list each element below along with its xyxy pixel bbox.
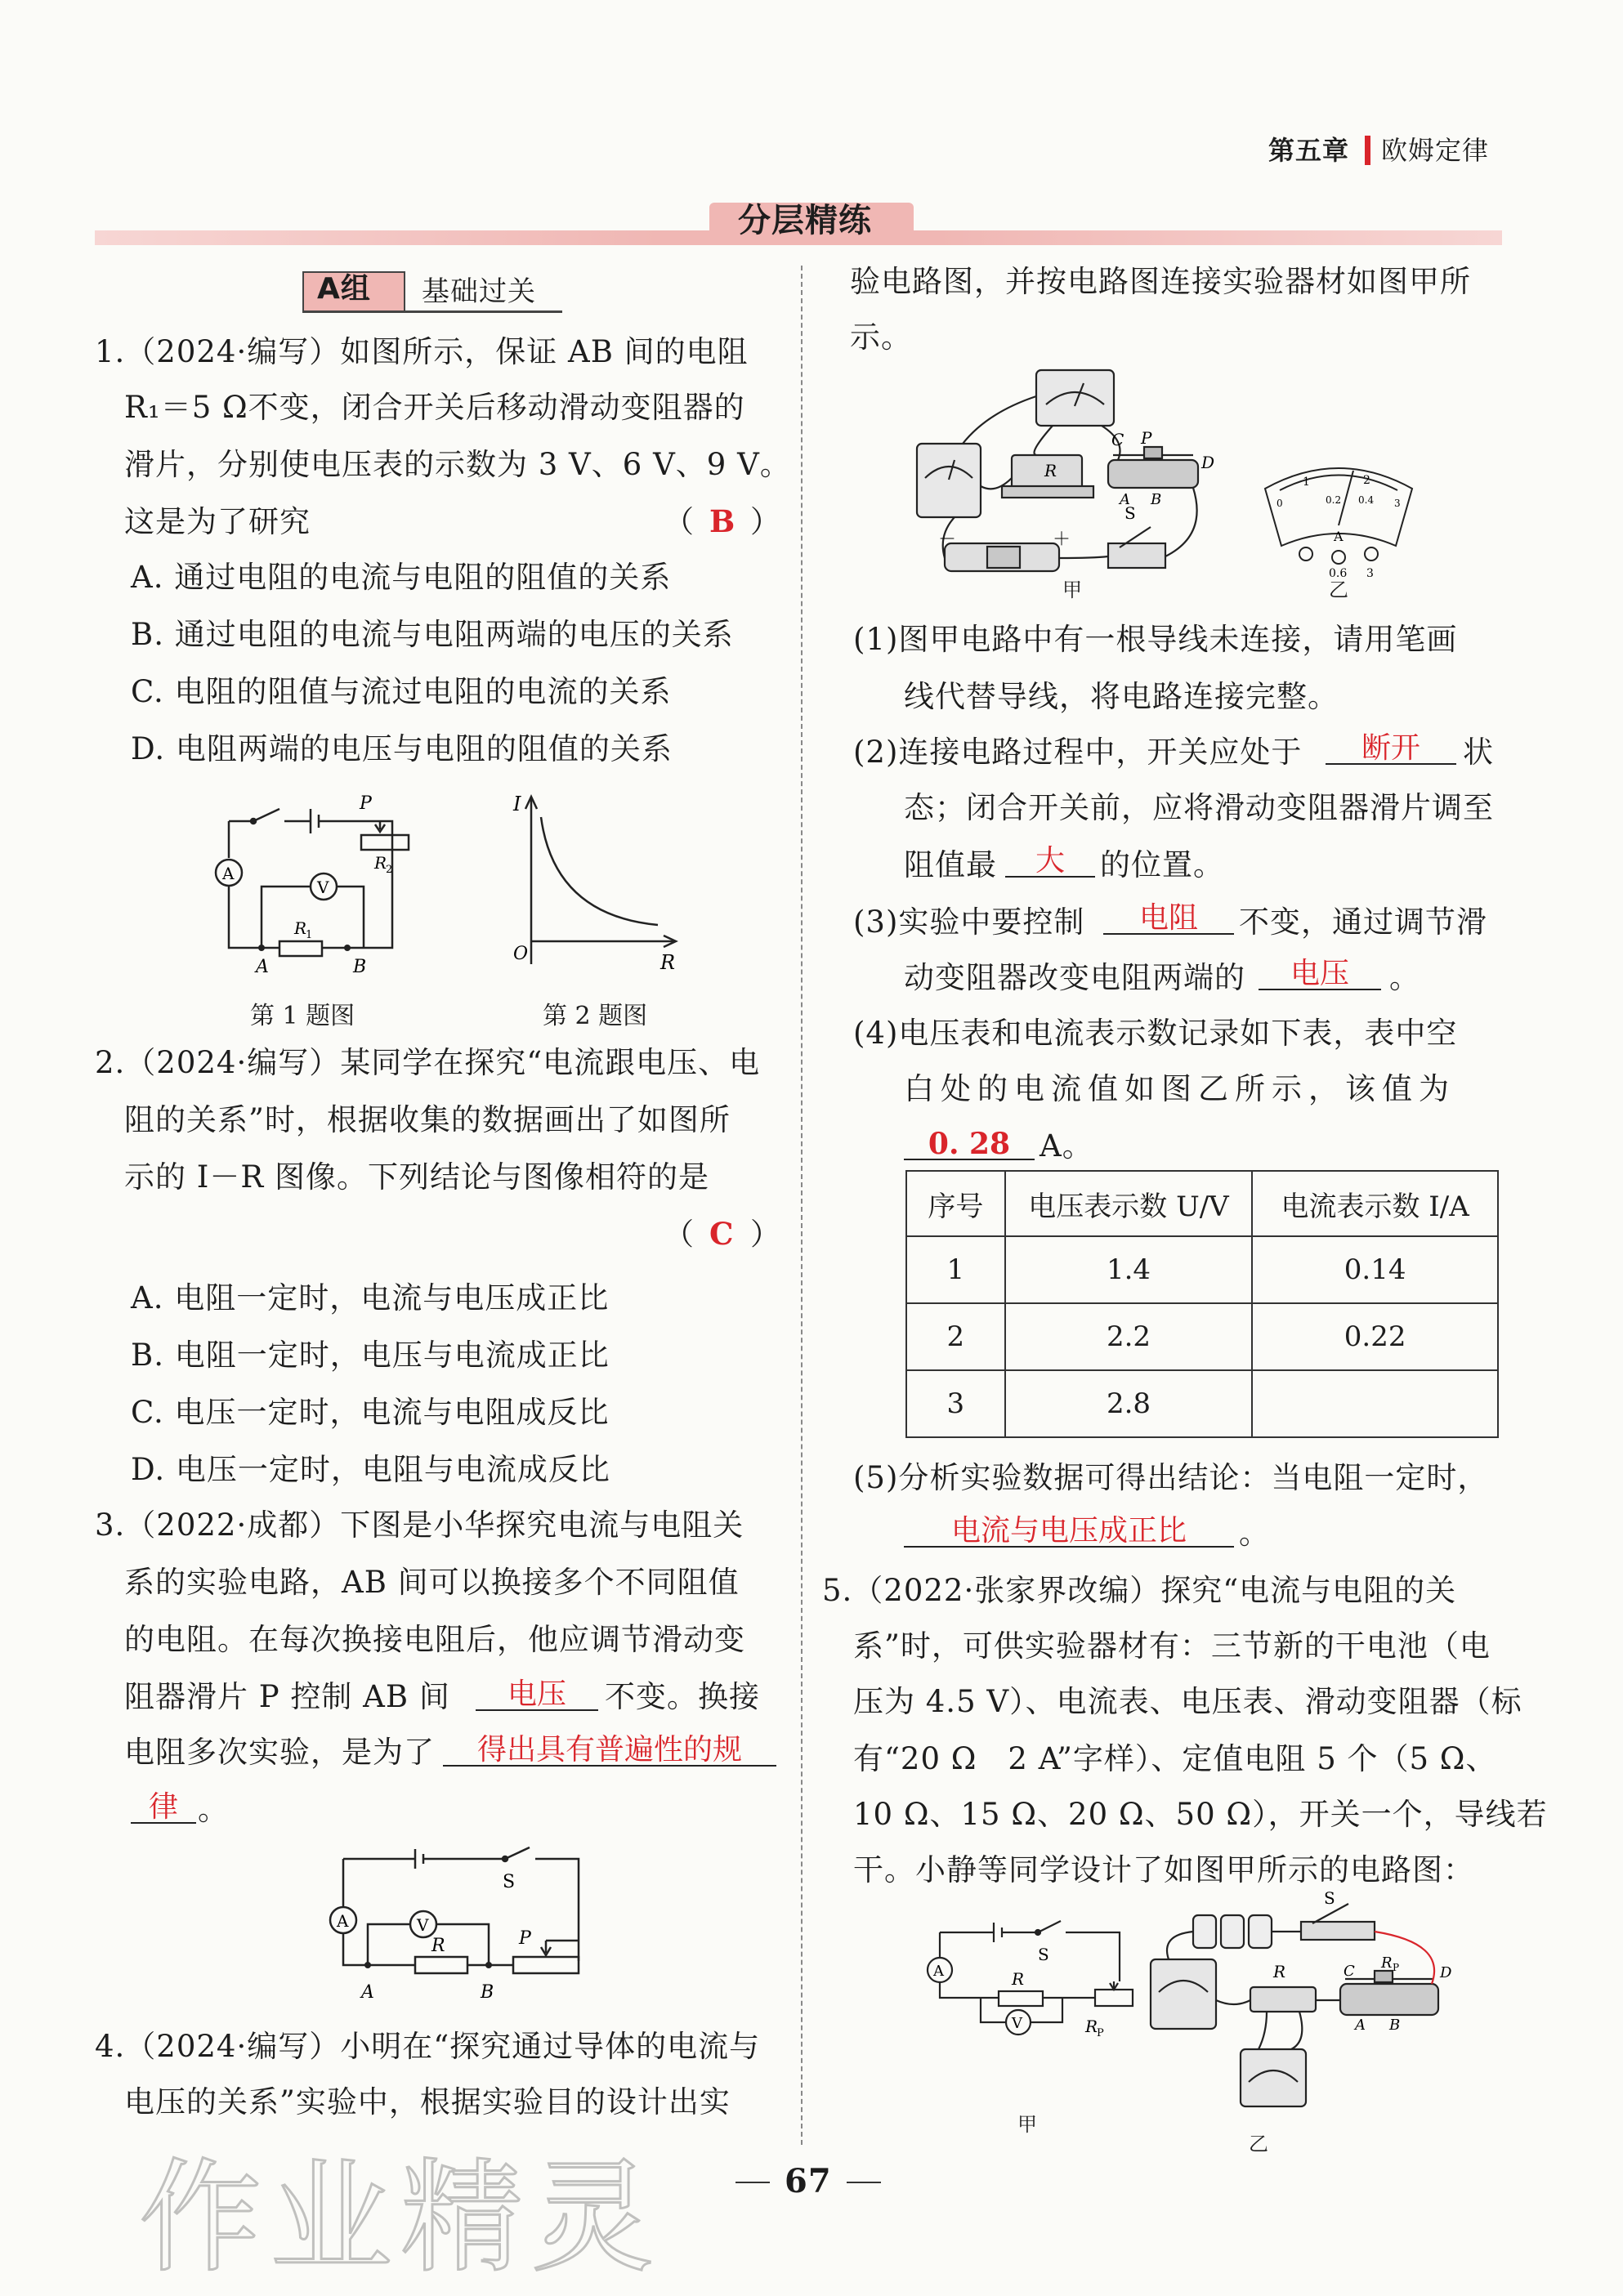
svg-text:2: 2 — [386, 864, 393, 876]
q4-part2-line3: 阻值最 — [904, 847, 997, 882]
footer-dash-left — [735, 2182, 770, 2183]
table-row — [906, 1236, 1498, 1303]
q4-line3: 验电路图，并按电路图连接实验器材如图甲所 — [850, 264, 1471, 299]
q4-apparatus-figure-a — [905, 364, 1224, 588]
q4-part2-blank2: 大 — [1005, 846, 1095, 878]
svg-text:R: R — [1044, 461, 1057, 480]
q2-option-b: B. 电阻一定时，电压与电流成正比 — [131, 1338, 610, 1373]
svg-text:R: R — [431, 1936, 445, 1956]
svg-text:C: C — [1111, 430, 1124, 449]
q1-line1: 1.（2024·编写）如图所示，保证 AB 间的电阻 — [95, 334, 749, 369]
q4-part3-line2-end: 。 — [1389, 960, 1420, 995]
svg-text:P: P — [1141, 428, 1152, 448]
footer-dash-right — [847, 2182, 881, 2183]
group-title: 基础过关 — [422, 275, 536, 308]
svg-text:R: R — [374, 853, 387, 873]
q4-line2: 电压的关系”实验中，根据实验目的设计出实 — [124, 2084, 731, 2120]
table-header-cell: 序号 — [906, 1171, 1005, 1236]
table-cell: 2 — [906, 1303, 1005, 1370]
svg-text:B: B — [1151, 491, 1162, 508]
table-header-cell: 电流表示数 I/A — [1252, 1171, 1498, 1236]
q4-figure-b-label: 乙 — [1329, 578, 1348, 601]
svg-text:3: 3 — [1394, 498, 1401, 509]
svg-text:B: B — [481, 1982, 494, 2003]
q2-option-a: A. 电阻一定时，电流与电压成正比 — [131, 1280, 610, 1316]
table-row — [906, 1303, 1498, 1370]
column-divider — [801, 266, 803, 2145]
table-header-cell: 电压表示数 U/V — [1005, 1171, 1253, 1236]
q3-blank2-part1: 得出具有普遍性的规 — [443, 1735, 776, 1767]
q4-part3-line2: 动变阻器改变电阻两端的 — [904, 960, 1245, 995]
q5-line1: 5.（2022·张家界改编）探究“电流与电阻的关 — [822, 1573, 1457, 1608]
svg-text:A: A — [256, 957, 269, 977]
q1-paren-left: （ — [664, 504, 695, 539]
svg-text:R: R — [1085, 2017, 1098, 2036]
q4-line1: 4.（2024·编写）小明在“探究通过导体的电流与 — [95, 2029, 761, 2064]
q3-line1: 3.（2022·成都）下图是小华探究电流与电阻关 — [95, 1508, 744, 1543]
q3-line6-end: 。 — [198, 1792, 229, 1827]
q1-option-a: A. 通过电阻的电流与电阻的阻值的关系 — [131, 560, 672, 595]
q2-i-r-graph — [507, 784, 686, 980]
q4-data-table — [905, 1170, 1499, 1438]
svg-text:P: P — [1393, 1962, 1400, 1973]
svg-text:I: I — [513, 793, 521, 815]
q2-answer: C — [709, 1216, 735, 1252]
q3-line4b: 不变。换接 — [605, 1679, 760, 1714]
svg-text:B: B — [1389, 2017, 1401, 2034]
svg-text:A: A — [1334, 529, 1344, 544]
q3-blank1: 电压 — [476, 1680, 598, 1711]
table-cell: 2.8 — [1005, 1370, 1253, 1437]
watermark-text: 作业精灵 — [139, 2147, 663, 2289]
svg-text:A: A — [933, 1963, 944, 1980]
q1-answer: B — [709, 503, 736, 539]
q4-part3-blank2: 电压 — [1259, 959, 1381, 990]
q1-circuit-diagram — [188, 784, 441, 980]
svg-text:0.4: 0.4 — [1358, 494, 1375, 506]
table-cell: 1 — [906, 1236, 1005, 1303]
q2-option-d: D. 电压一定时，电阻与电流成反比 — [131, 1452, 610, 1487]
q4-part4-line1: (4)电压表和电流表示数记录如下表，表中空 — [853, 1016, 1458, 1051]
table-cell: 2.2 — [1005, 1303, 1253, 1370]
q2-line3: 示的 I－R 图像。下列结论与图像相符的是 — [124, 1159, 709, 1195]
svg-text:R: R — [660, 951, 676, 974]
section-banner-title: 分层精练 — [738, 202, 872, 239]
q1-line2: R₁＝5 Ω不变，闭合开关后移动滑动变阻器的 — [124, 390, 745, 425]
q4-part5-blank: 电流与电压成正比 — [904, 1517, 1234, 1548]
svg-text:R: R — [294, 918, 307, 938]
q5-line4: 有“20 Ω 2 A”字样）、定值电阻 5 个（5 Ω、 — [853, 1741, 1497, 1776]
q5-apparatus-diagram-b — [1144, 1886, 1455, 2123]
q4-part1-line2: 线代替导线，将电路连接完整。 — [904, 679, 1339, 714]
q3-blank2-part2: 律 — [131, 1793, 196, 1824]
chapter-label: 第五章 — [1268, 135, 1350, 166]
q4-figure-a-label: 甲 — [1062, 578, 1082, 601]
q2-paren-left: （ — [664, 1217, 695, 1252]
svg-text:3: 3 — [1366, 567, 1374, 578]
table-header-row — [906, 1171, 1498, 1236]
page-number: 67 — [785, 2162, 832, 2200]
q2-paren-right: ） — [750, 1217, 781, 1252]
table-cell: 3 — [906, 1370, 1005, 1437]
table-cell — [1252, 1370, 1498, 1437]
q3-line3: 的电阻。在每次换接电阻后，他应调节滑动变 — [124, 1622, 745, 1657]
q4-part4-line3-end: A。 — [1040, 1128, 1093, 1164]
q4-part1-line1: (1)图甲电路中有一根导线未连接，请用笔画 — [853, 622, 1458, 657]
q4-part2-line3-end: 的位置。 — [1100, 847, 1224, 882]
svg-text:1: 1 — [1303, 476, 1310, 489]
svg-text:1: 1 — [306, 929, 313, 941]
svg-text:0.2: 0.2 — [1326, 494, 1342, 506]
q2-line1: 2.（2024·编写）某同学在探究“电流跟电压、电 — [95, 1045, 761, 1080]
svg-text:V: V — [317, 878, 329, 897]
table-cell: 0.22 — [1252, 1303, 1498, 1370]
svg-text:D: D — [1201, 453, 1215, 472]
svg-text:0: 0 — [1276, 498, 1283, 509]
q5-circuit-diagram-a — [923, 1916, 1136, 2063]
svg-text:R: R — [1273, 1962, 1286, 1981]
q2-option-c: C. 电压一定时，电流与电阻成反比 — [131, 1395, 610, 1430]
svg-text:P: P — [519, 1928, 531, 1949]
svg-text:A: A — [361, 1982, 374, 2003]
q4-part2-line1-end: 状 — [1463, 735, 1494, 770]
q4-part5-line1: (5)分析实验数据可得出结论：当电阻一定时， — [853, 1460, 1489, 1495]
q1-option-d: D. 电阻两端的电压与电阻的阻值的关系 — [131, 731, 673, 766]
svg-text:＋: ＋ — [1053, 529, 1071, 550]
svg-text:S: S — [1124, 503, 1136, 523]
q5-line3: 压为 4.5 V）、电流表、电压表、滑动变阻器（标 — [853, 1684, 1522, 1719]
q5-line2: 系”时，可供实验器材有：三节新的干电池（电 — [853, 1628, 1491, 1664]
svg-text:C: C — [1344, 1963, 1355, 1980]
q3-line2: 系的实验电路，AB 间可以换接多个不同阻值 — [124, 1565, 740, 1600]
svg-text:V: V — [1012, 2015, 1022, 2032]
svg-text:B: B — [353, 957, 367, 977]
svg-text:A: A — [337, 1911, 349, 1931]
q3-line4a: 阻器滑片 P 控制 AB 间 — [124, 1679, 450, 1714]
q4-ammeter-dial-figure-b — [1257, 456, 1420, 578]
svg-text:A: A — [1120, 491, 1130, 508]
q3-circuit-diagram — [319, 1843, 597, 2018]
table-cell: 1.4 — [1005, 1236, 1253, 1303]
svg-text:A: A — [1355, 2017, 1366, 2034]
svg-text:－: － — [938, 529, 957, 550]
q4-part4-blank: 0. 28 — [904, 1129, 1035, 1160]
q1-line3: 滑片，分别使电压表的示数为 3 V、6 V、9 V。 — [124, 447, 791, 482]
table-row — [906, 1370, 1498, 1437]
q5-figure-a-label: 甲 — [1017, 2113, 1037, 2136]
q4-part2-line1: (2)连接电路过程中，开关应处于 — [853, 735, 1303, 770]
chapter-title: 欧姆定律 — [1381, 135, 1490, 166]
q4-part2-blank1: 断开 — [1326, 734, 1456, 765]
svg-text:2: 2 — [1363, 474, 1370, 487]
q1-option-c: C. 电阻的阻值与流过电阻的电流的关系 — [131, 674, 672, 709]
q2-line2: 阻的关系”时，根据收集的数据画出了如图所 — [124, 1102, 731, 1137]
q5-line5: 10 Ω、15 Ω、20 Ω、50 Ω），开关一个，导线若 — [853, 1797, 1548, 1832]
q1-option-b: B. 通过电阻的电流与电阻两端的电压的关系 — [131, 617, 734, 652]
q4-part3-line1: (3)实验中要控制 — [853, 905, 1085, 940]
group-badge-label: A组 — [317, 272, 371, 306]
svg-text:S: S — [1324, 1888, 1335, 1908]
svg-text:R: R — [1012, 1969, 1025, 1989]
q4-part4-line2: 白处的电流值如图乙所示，该值为 — [904, 1071, 1455, 1106]
q5-figure-b-label: 乙 — [1249, 2133, 1268, 2155]
svg-text:D: D — [1440, 1964, 1452, 1981]
q1-figure-caption: 第 1 题图 — [250, 1002, 355, 1030]
q4-part3-line1-end: 不变，通过调节滑 — [1239, 905, 1487, 940]
q1-paren-right: ） — [750, 504, 781, 539]
q4-part5-line2-end: 。 — [1239, 1516, 1270, 1551]
svg-text:P: P — [360, 793, 372, 814]
q1-line4: 这是为了研究 — [124, 504, 311, 539]
svg-text:O: O — [513, 944, 529, 964]
q4-part2-line2: 态；闭合开关前，应将滑动变阻器滑片调至 — [904, 790, 1494, 825]
q4-line4: 示。 — [850, 319, 912, 355]
svg-text:V: V — [417, 1915, 429, 1935]
svg-text:R: R — [1381, 1954, 1393, 1972]
group-underline — [302, 310, 562, 313]
table-cell: 0.14 — [1252, 1236, 1498, 1303]
svg-text:S: S — [503, 1872, 516, 1892]
svg-text:A: A — [222, 864, 235, 883]
q5-line6: 干。小静等同学设计了如图甲所示的电路图： — [853, 1852, 1474, 1887]
q4-part3-blank1: 电阻 — [1103, 904, 1234, 935]
q2-figure-caption: 第 2 题图 — [543, 1002, 648, 1030]
svg-text:S: S — [1038, 1945, 1049, 1964]
svg-text:P: P — [1097, 2027, 1104, 2039]
svg-text:0.6: 0.6 — [1329, 567, 1348, 578]
q3-line5a: 电阻多次实验，是为了 — [124, 1735, 435, 1770]
chapter-divider — [1365, 136, 1370, 165]
